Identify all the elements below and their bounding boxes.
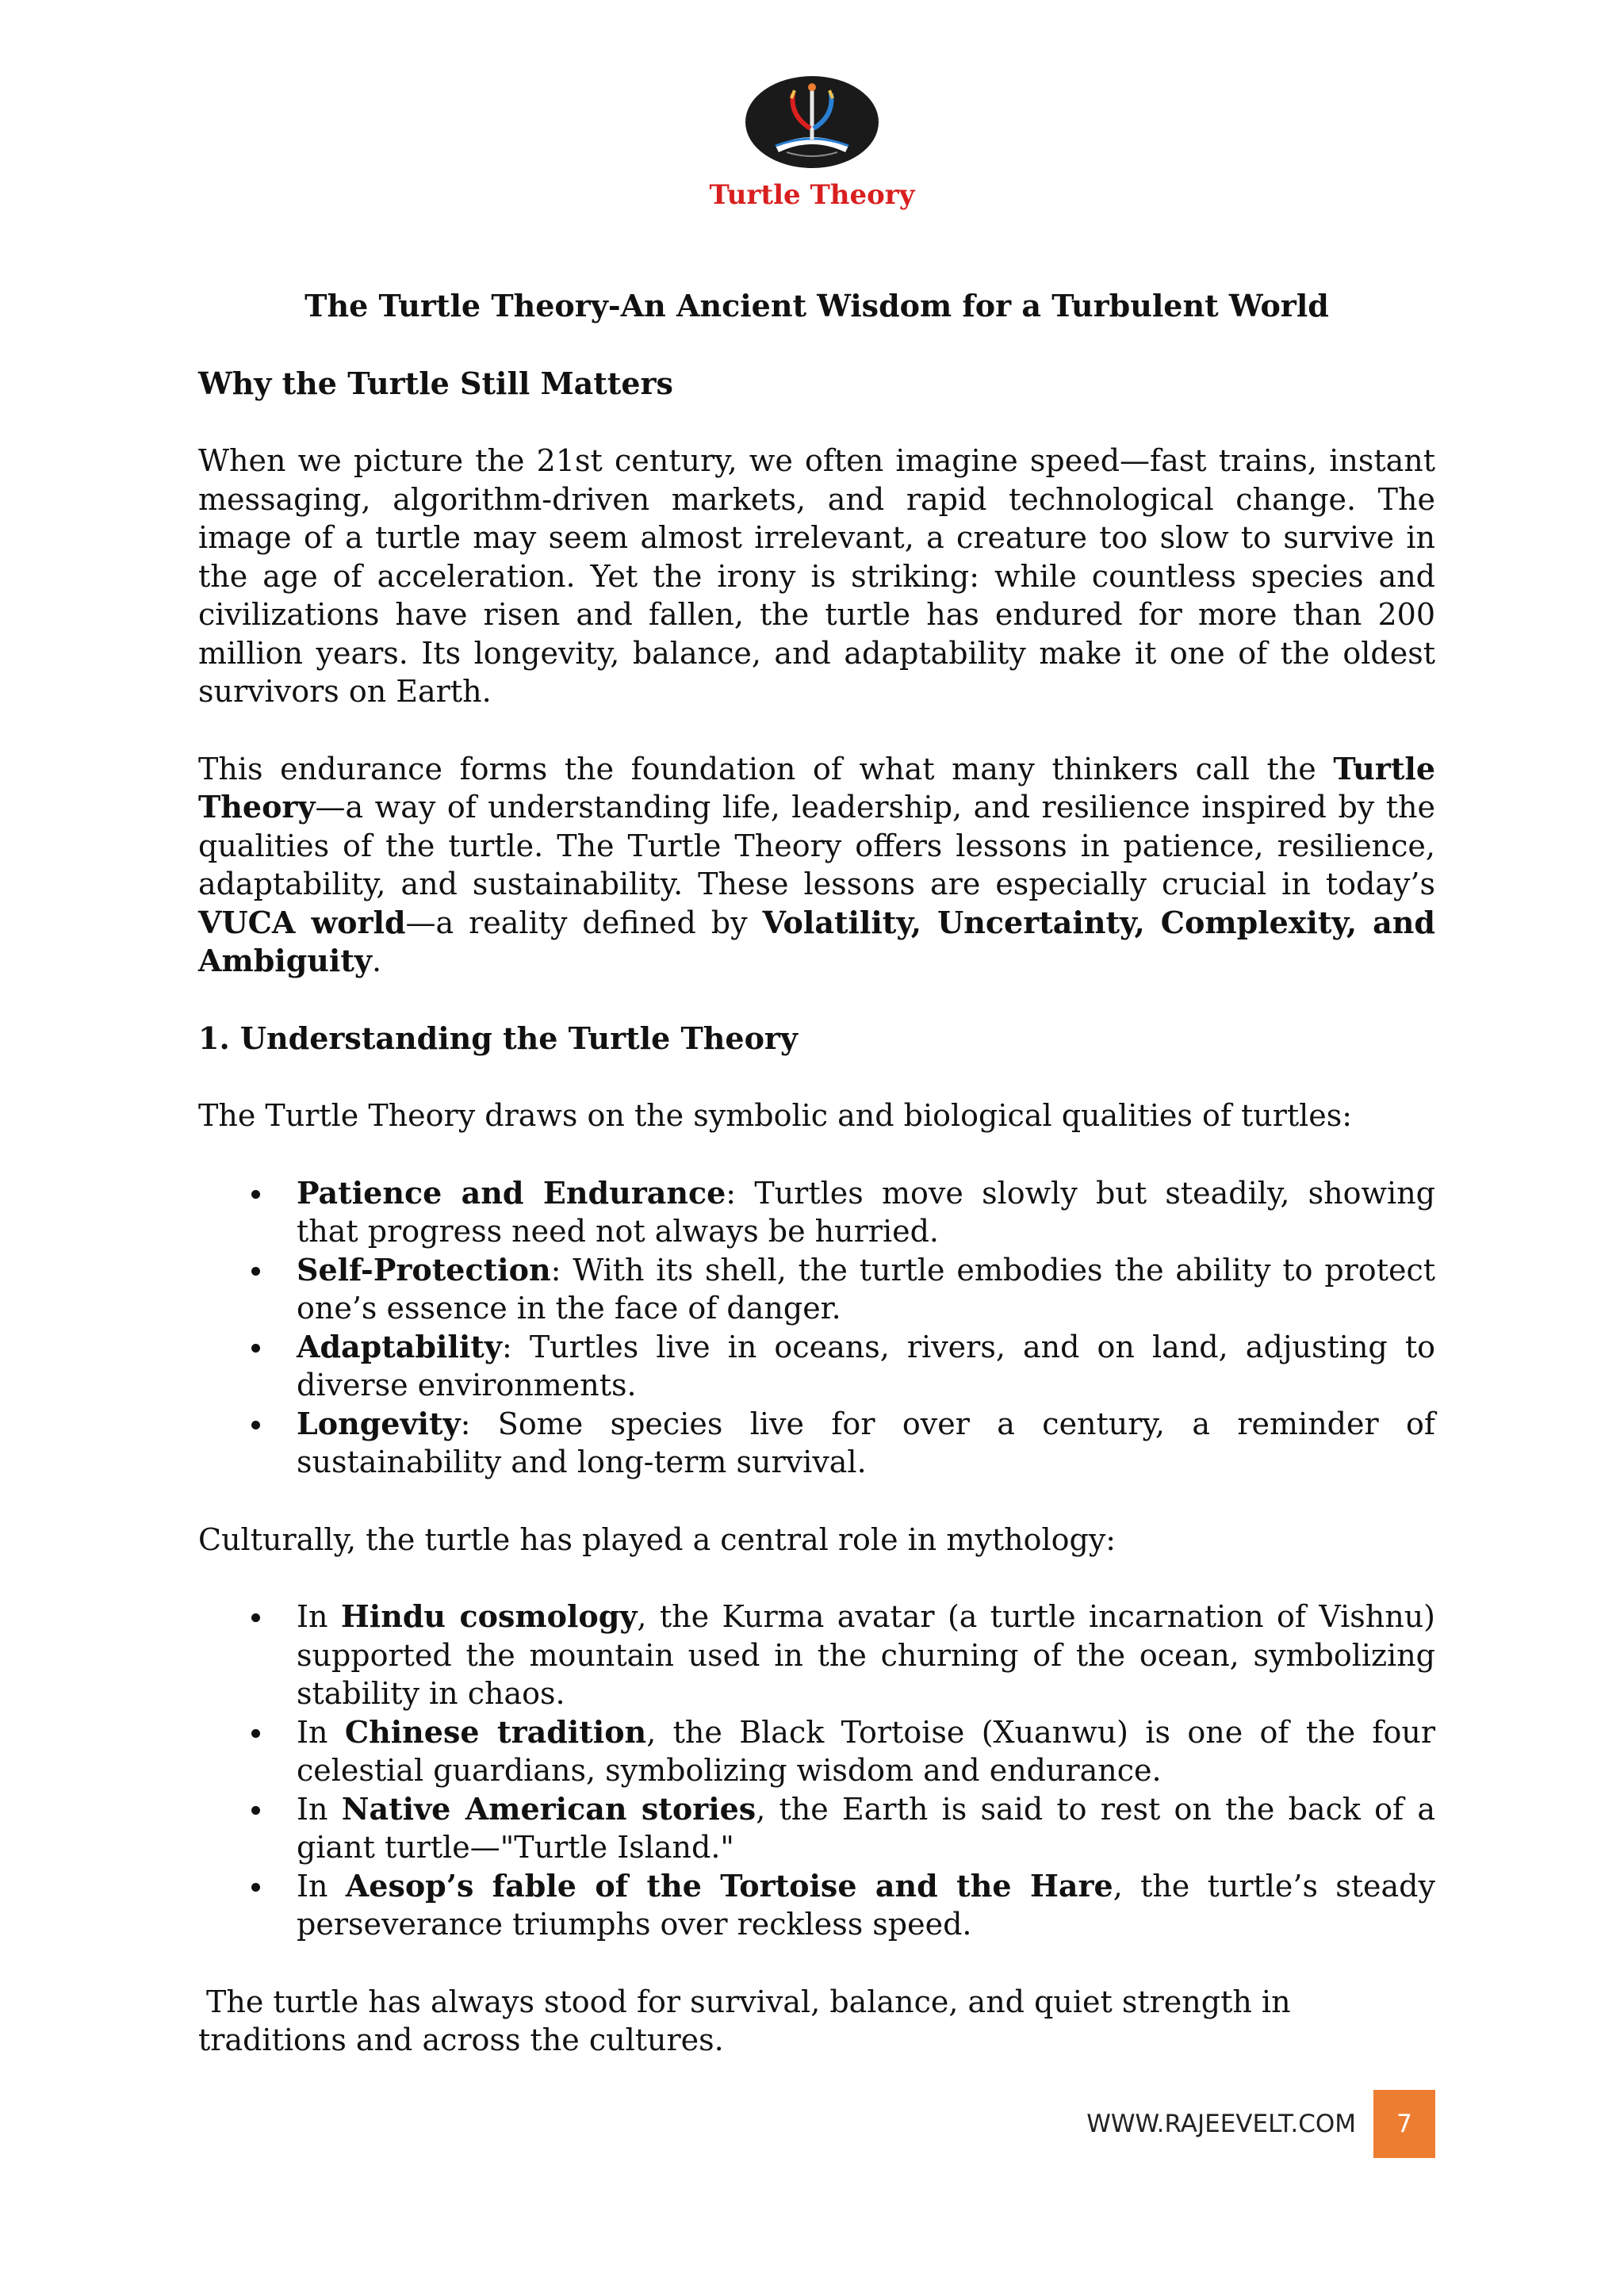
website-link[interactable]: WWW.RAJEEVELT.COM [1086,2110,1356,2138]
brand-name: Turtle Theory [709,179,915,211]
page-number: 7 [1373,2090,1435,2158]
turtle-theory-logo-icon [744,73,880,171]
list-item: In Hindu cosmology, the Kurma avatar (a turtle incarnation of Vishnu) supported the mountain used in the churning of the ocean, symbolizing stability in chaos. [297,1598,1435,1713]
section-heading-understanding: 1. Understanding the Turtle Theory [198,1020,799,1056]
term-turtle-theory: Turtle Theory [198,750,1435,825]
paragraph-turtle-theory: This endurance forms the foundation of what many thinkers call the Turtle Theory—a way of understanding life, leadership, and resilience inspired by the qualities of the turtle. The Turtle Theory offers lessons in patience, resilience, adaptability, and sustainability. These lessons are especially crucial in today’s VUCA world—a reality defined by Volatility, Uncertainty, Complexity, and Ambiguity. [198,750,1435,978]
document-title: The Turtle Theory-An Ancient Wisdom for a Turbulent World [304,288,1329,323]
list-item: In Chinese tradition, the Black Tortoise (Xuanwu) is one of the four celestial guardians, symbolizing wisdom and endurance. [297,1713,1435,1790]
list-item: Patience and Endurance: Turtles move slowly but steadily, showing that progress need not always be hurried. [297,1174,1435,1251]
paragraph-culture-intro: Culturally, the turtle has played a central role in mythology: [198,1521,1116,1557]
list-item: Self-Protection: With its shell, the turtle embodies the ability to protect one’s essence in the face of danger. [297,1251,1435,1328]
document-body [198,287,1435,2099]
list-item: In Native American stories, the Earth is said to rest on the back of a giant turtle—"Turtle Island." [297,1790,1435,1867]
paragraph-closing: The turtle has always stood for survival, balance, and quiet strength in traditions and across the cultures. [198,1984,1291,2057]
page-footer [1031,2090,1435,2158]
list-item: In Aesop’s fable of the Tortoise and the Hare, the turtle’s steady perseverance triumphs over reckless speed. [297,1867,1435,1944]
page-header [0,73,1624,211]
paragraph-qualities-intro: The Turtle Theory draws on the symbolic and biological qualities of turtles: [198,1098,1353,1133]
list-item: Adaptability: Turtles live in oceans, rivers, and on land, adjusting to diverse environments. [297,1328,1435,1405]
term-vuca-expansion: Volatility, Uncertainty, Complexity, and Ambiguity [198,904,1435,978]
section-heading-why-turtle: Why the Turtle Still Matters [198,365,673,401]
mythology-list [198,1598,1435,1944]
qualities-list [198,1174,1435,1482]
term-vuca-world: VUCA world [198,904,406,940]
list-item: Longevity: Some species live for over a century, a reminder of sustainability and long-term survival. [297,1405,1435,1482]
paragraph-intro: When we picture the 21st century, we often imagine speed—fast trains, instant messaging, algorithm-driven markets, and rapid technological change. The image of a turtle may seem almost irrelevant, a creature too slow to survive in the age of acceleration. Yet the irony is striking: while countless species and civilizations have risen and fallen, the turtle has endured for more than 200 million years. Its longevity, balance, and adaptability make it one of the oldest survivors on Earth. [198,443,1435,709]
